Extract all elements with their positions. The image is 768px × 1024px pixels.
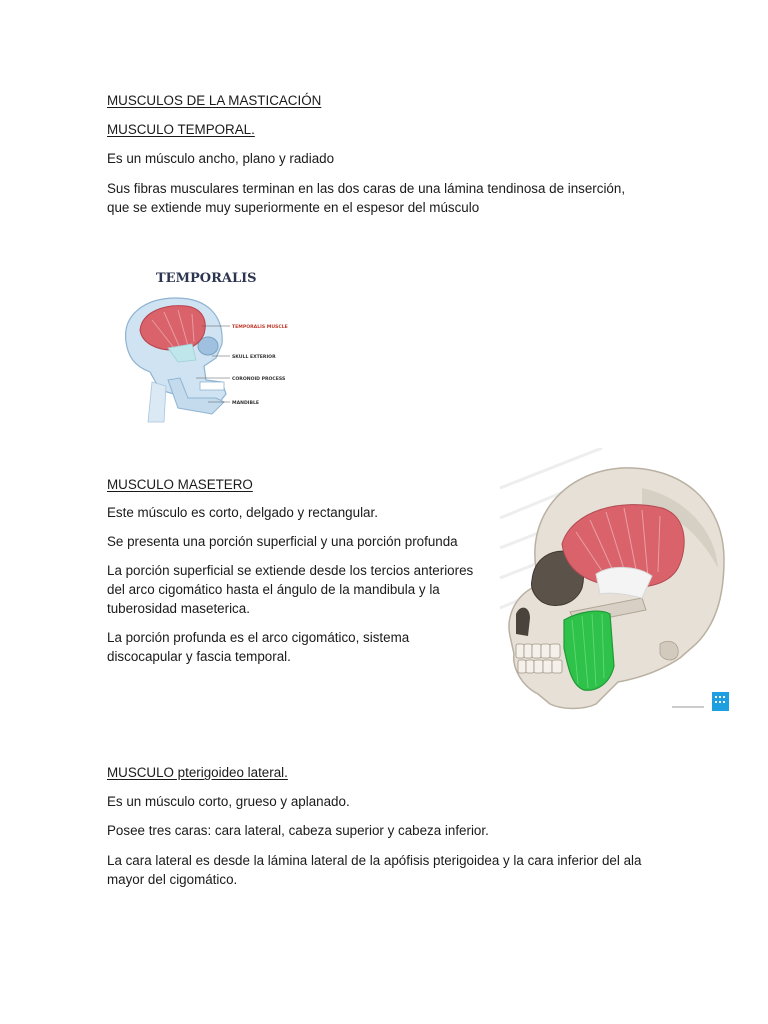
label-coronoid-process: CORONOID PROCESS bbox=[232, 377, 286, 382]
label-temporalis-muscle: TEMPORALIS MUSCLE bbox=[232, 325, 288, 330]
temporalis-figure-title: TEMPORALIS bbox=[156, 271, 257, 286]
label-skull-exterior: SKULL EXTERIOR bbox=[232, 355, 276, 360]
pterigoideo-paragraph-2: Posee tres caras: cara lateral, cabeza superior y cabeza inferior. bbox=[107, 823, 489, 838]
masetero-paragraph-1: Este músculo es corto, delgado y rectangular. bbox=[107, 505, 378, 520]
temporalis-illustration bbox=[112, 262, 298, 424]
masetero-paragraph-4: La porción profunda es el arco cigomático, sistema discocapular y fascia temporal. bbox=[107, 630, 410, 664]
temporal-heading: MUSCULO TEMPORAL. bbox=[107, 122, 255, 137]
pterigoideo-heading: MUSCULO pterigoideo lateral. bbox=[107, 765, 288, 780]
masetero-paragraph-3: La porción superficial se extiende desde los tercios anteriores del arco cigomático hasta el ángulo de la mandibula y la tuberosidad maseterica. bbox=[107, 563, 474, 616]
label-mandible: MANDIBLE bbox=[232, 401, 260, 406]
masseter-skull-illustration bbox=[492, 448, 736, 718]
temporal-paragraph-1: Es un músculo ancho, plano y radiado bbox=[107, 151, 335, 166]
pterigoideo-paragraph-3: La cara lateral es desde la lámina lateral de la apófisis pterigoidea y la cara inferior del ala mayor del cigomático. bbox=[107, 853, 642, 887]
masetero-heading: MUSCULO MASETERO bbox=[107, 477, 253, 492]
pterigoideo-paragraph-1: Es un músculo corto, grueso y aplanado. bbox=[107, 794, 350, 809]
temporal-paragraph-2: Sus fibras musculares terminan en las dos caras de una lámina tendinosa de inserción, que se extiende muy superiormente en el espesor del músculo bbox=[107, 181, 626, 215]
document-title: MUSCULOS DE LA MASTICACIÓN bbox=[107, 93, 322, 108]
masetero-paragraph-2: Se presenta una porción superficial y una porción profunda bbox=[107, 534, 458, 549]
